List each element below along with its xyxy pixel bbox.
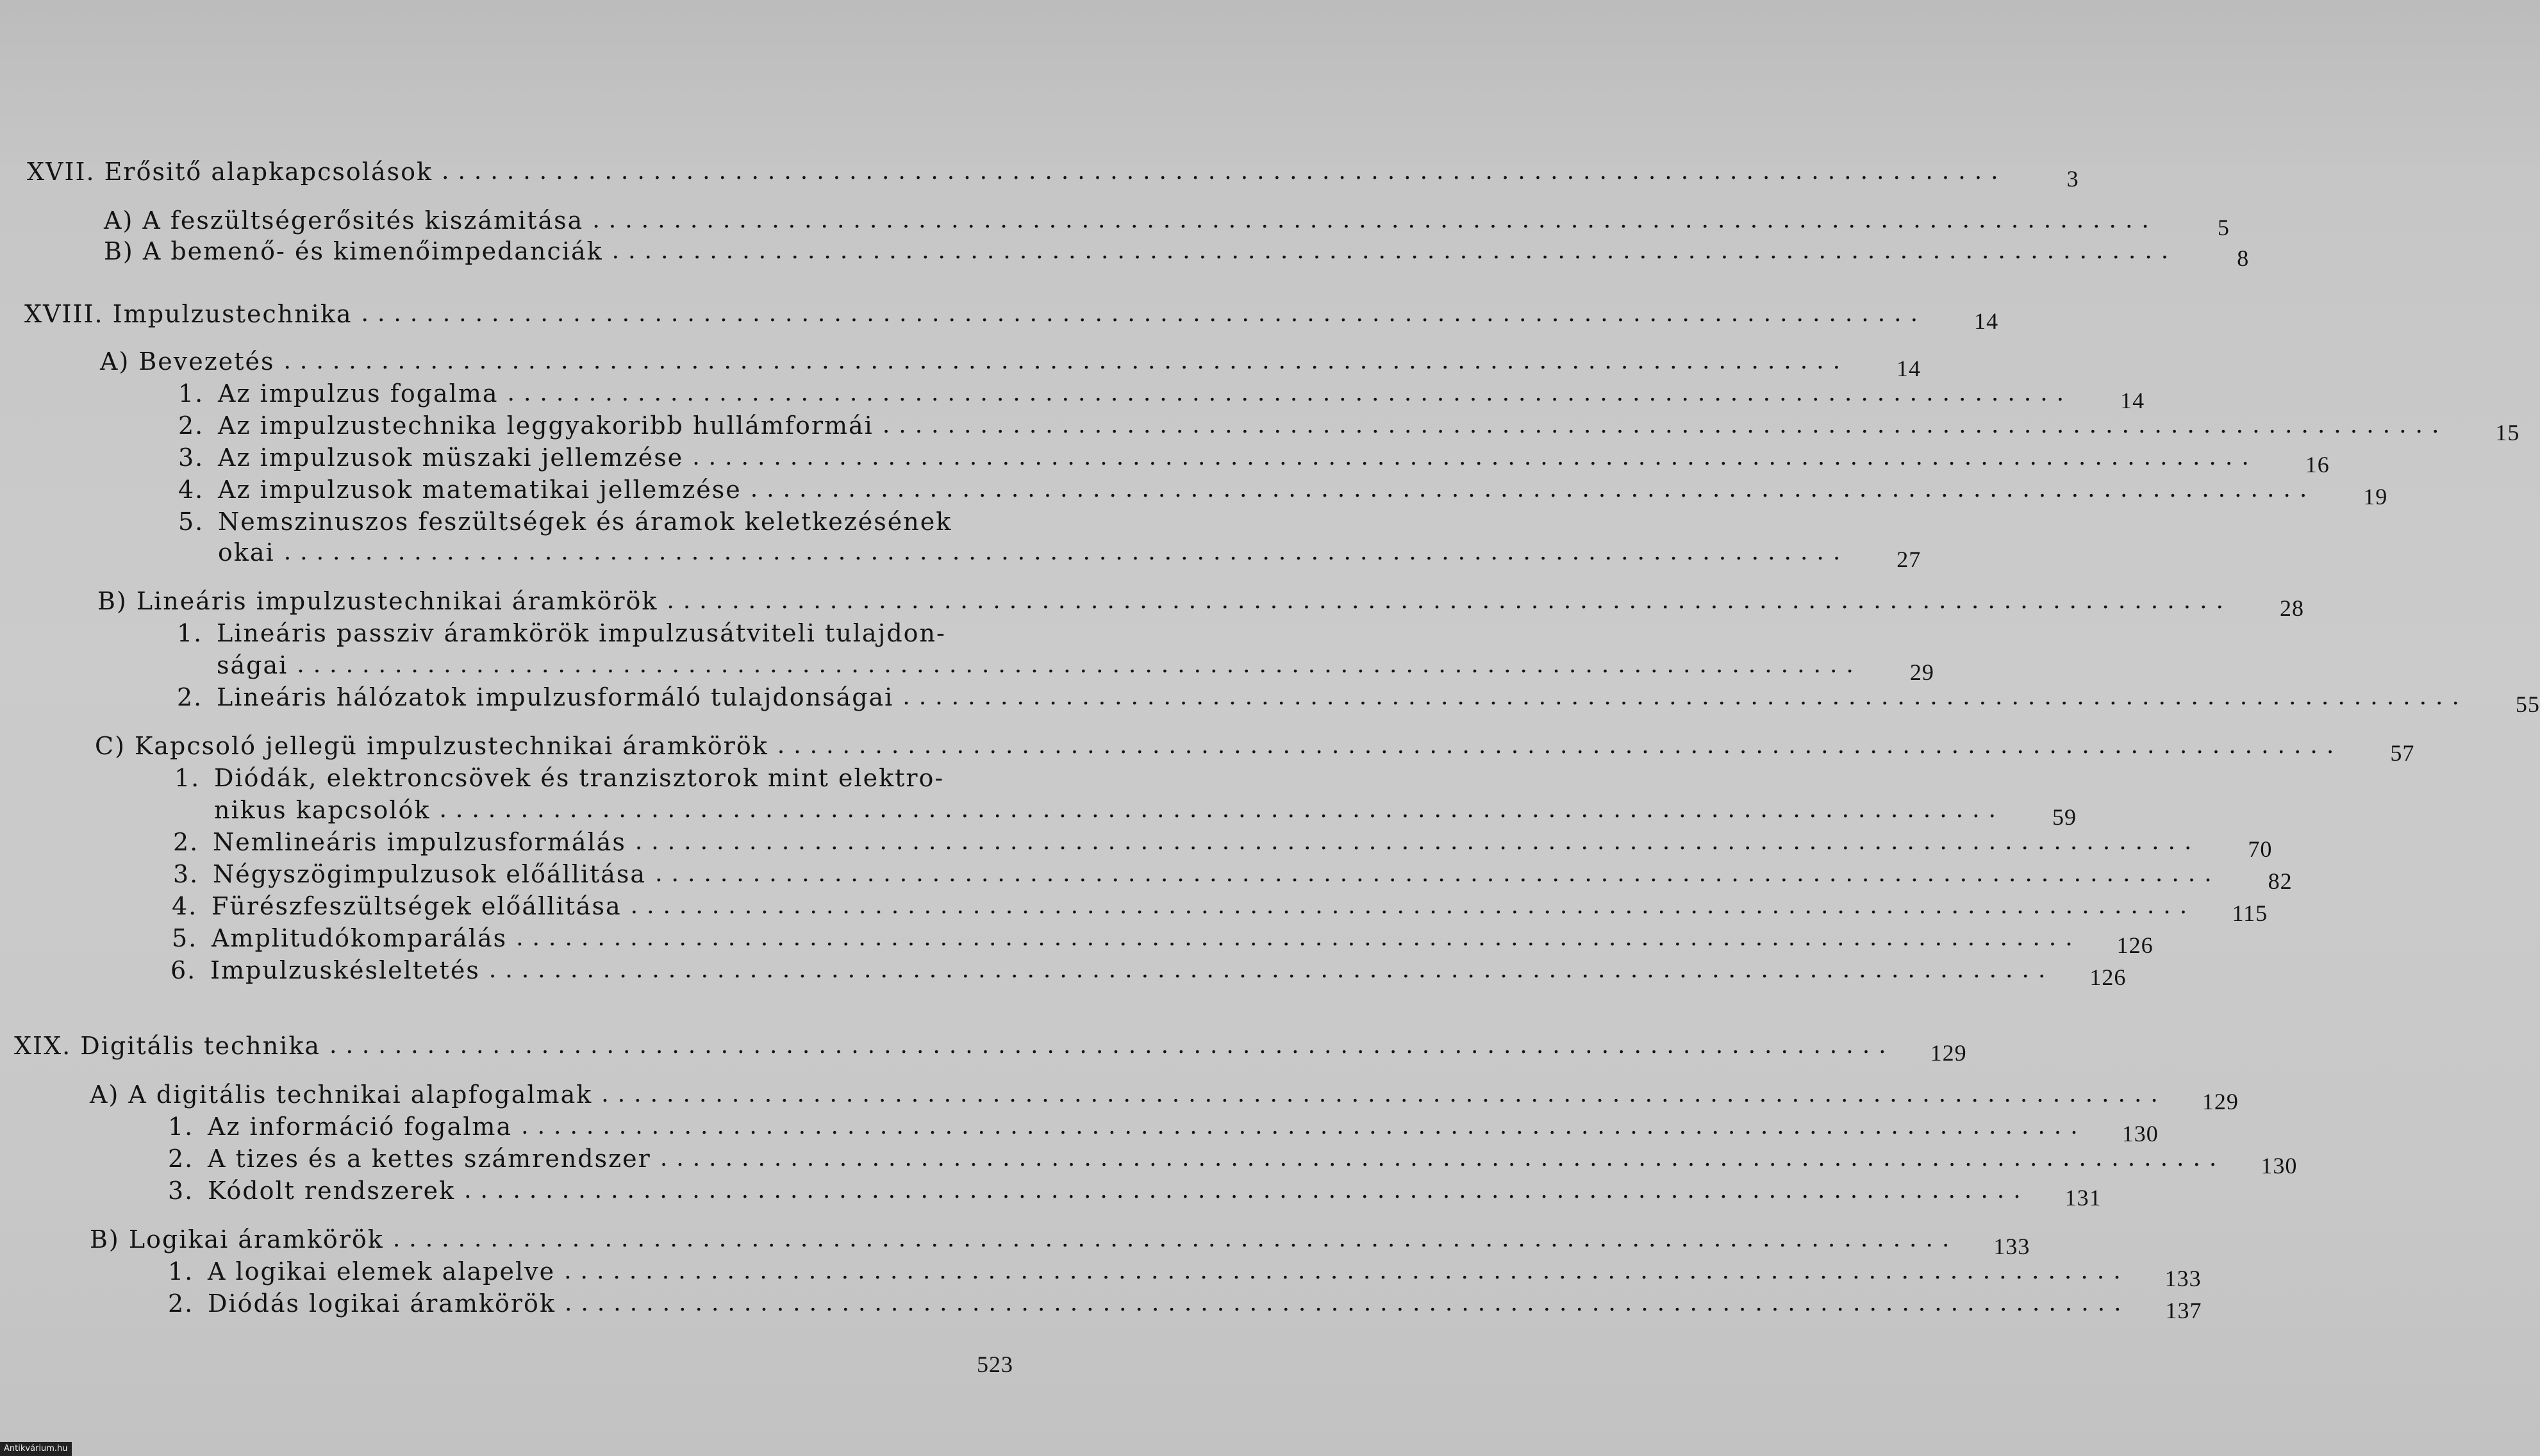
- toc-title: A logikai elemek alapelve: [208, 1257, 556, 1286]
- toc-number: 5.: [172, 924, 198, 952]
- toc-section-18a: [100, 345, 1922, 381]
- toc-item-18b1: [177, 616, 1002, 647]
- toc-page: 59: [2052, 804, 2077, 830]
- toc-title: Az impulzustechnika leggyakoribb hullámformái: [218, 411, 874, 440]
- toc-page: 57: [2390, 740, 2415, 766]
- toc-page: 131: [2064, 1185, 2102, 1211]
- toc-title: Nemlineáris impulzusformálás: [213, 828, 626, 856]
- toc-title: XVII. Erősitő alapkapcsolások: [27, 158, 433, 186]
- toc-item-19b1: [168, 1255, 2202, 1291]
- toc-item-18c2: [173, 825, 2273, 862]
- leader-dots: ................................................................................................: [507, 380, 2073, 406]
- toc-page: 14: [1897, 356, 1922, 381]
- toc-item-19a3: [168, 1174, 2102, 1211]
- toc-number: 6.: [170, 956, 197, 984]
- leader-dots: ................................................................................................: [777, 732, 2343, 759]
- leader-dots: ................................................................................................: [635, 829, 2201, 855]
- toc-page: 129: [2202, 1089, 2239, 1114]
- toc-item-18c5: [172, 922, 2154, 958]
- leader-dots: ................................................................................................: [516, 925, 2082, 951]
- leader-dots: ................................................................................................: [611, 238, 2178, 264]
- toc-title: A tizes és a kettes számrendszer: [208, 1145, 651, 1173]
- toc-chapter-19: [14, 1029, 1967, 1066]
- toc-title: Impulzuskésleltetés: [210, 956, 480, 984]
- toc-item-18a4: [178, 473, 2388, 509]
- leader-dots: ................................................................................................: [902, 684, 2468, 710]
- toc-item-18a1: [178, 377, 2145, 413]
- toc-title: Diódák, elektroncsövek és tranzisztorok mint elektro-: [214, 764, 945, 792]
- toc-title: Az impulzus fogalma: [218, 379, 499, 408]
- toc-item-18a5: [178, 505, 1002, 536]
- leader-dots: ................................................................................................: [592, 207, 2158, 233]
- toc-title: C) Kapcsoló jellegü impulzustechnikai áramkörök: [95, 732, 768, 760]
- toc-item-18a3: [178, 441, 2330, 477]
- leader-dots: ................................................................................................: [692, 444, 2258, 470]
- toc-page: 126: [2116, 932, 2154, 958]
- toc-page: 8: [2237, 245, 2250, 271]
- toc-page: 82: [2268, 868, 2293, 894]
- leader-dots: ................................................................................................: [283, 539, 1850, 565]
- toc-title: A) Bevezetés: [100, 347, 275, 376]
- toc-title: B) A bemenő- és kimenőimpedanciák: [104, 237, 603, 265]
- toc-title: Lineáris hálózatok impulzusformáló tulajdonságai: [217, 683, 894, 711]
- toc-page: 55: [2515, 691, 2540, 717]
- toc-item-19a2: [168, 1142, 2298, 1179]
- toc-title: Amplitudókomparálás: [212, 924, 508, 952]
- toc-number: 3.: [168, 1177, 194, 1205]
- toc-number: 1.: [168, 1257, 194, 1286]
- toc-page: 5: [2217, 215, 2230, 240]
- toc-page: 115: [2232, 900, 2268, 926]
- leader-dots: ................................................................................................: [442, 158, 2007, 185]
- toc-title-cont: nikus kapcsolók: [214, 796, 431, 824]
- leader-dots: ................................................................................................: [329, 1032, 1895, 1059]
- toc-section-18c: [95, 729, 2415, 766]
- leader-dots: ................................................................................................: [630, 893, 2196, 919]
- leader-dots: ................................................................................................: [521, 1113, 2087, 1139]
- toc-chapter-18: [24, 297, 1999, 334]
- toc-number: 1.: [174, 764, 201, 792]
- toc-number: 2.: [178, 411, 204, 440]
- toc-number: 2.: [173, 828, 199, 856]
- toc-title: A) A feszültségerősités kiszámitása: [104, 206, 584, 235]
- toc-page: 14: [2120, 388, 2145, 413]
- leader-dots: ................................................................................................: [297, 652, 1863, 678]
- leader-dots: ................................................................................................: [655, 861, 2221, 887]
- toc-title: Nemszinuszos feszültségek és áramok keletkezésének: [218, 508, 952, 536]
- toc-number: 2.: [168, 1289, 194, 1318]
- toc-section-18b: [97, 584, 2304, 621]
- leader-dots: ................................................................................................: [882, 412, 2448, 438]
- toc-item-18c1: [174, 761, 1002, 792]
- toc-item-18c3: [173, 857, 2293, 894]
- toc-item-19b2: [168, 1287, 2202, 1323]
- toc-number: 3.: [173, 860, 199, 888]
- toc-title: B) Logikai áramkörök: [90, 1225, 384, 1253]
- toc-page: 130: [2261, 1153, 2298, 1179]
- leader-dots: ................................................................................................: [601, 1081, 2167, 1107]
- toc-section-17a: [104, 204, 2230, 240]
- toc-number: 2.: [168, 1145, 194, 1173]
- toc-page: 15: [2495, 420, 2520, 445]
- toc-title-cont: okai: [218, 538, 275, 567]
- leader-dots: ................................................................................................: [750, 476, 2316, 502]
- leader-dots: ................................................................................................: [667, 588, 2232, 614]
- toc-title: B) Lineáris impulzustechnikai áramkörök: [97, 587, 658, 615]
- toc-number: 4.: [178, 476, 204, 504]
- toc-page: 133: [1993, 1234, 2030, 1259]
- toc-item-18c4: [172, 889, 2268, 926]
- toc-page: 137: [2165, 1298, 2202, 1323]
- toc-page: 27: [1897, 547, 1922, 572]
- toc-section-19b: [90, 1223, 2030, 1259]
- toc-item-18a5-cont: [218, 536, 1922, 572]
- toc-title: Diódás logikai áramkörök: [208, 1289, 556, 1318]
- toc-page: 19: [2363, 484, 2388, 509]
- toc-title: Az impulzusok matematikai jellemzése: [218, 476, 742, 504]
- toc-title: Az információ fogalma: [208, 1113, 513, 1141]
- toc-item-18b2: [177, 681, 2540, 717]
- toc-page: 126: [2089, 964, 2127, 990]
- toc-item-18a2: [178, 409, 2520, 445]
- toc-number: 3.: [178, 443, 204, 472]
- toc-title: Fürészfeszültségek előállitása: [212, 892, 622, 920]
- toc-page: 130: [2121, 1121, 2159, 1146]
- toc-number: 4.: [172, 892, 198, 920]
- toc-number: 1.: [168, 1113, 194, 1141]
- leader-dots: ................................................................................................: [439, 797, 2005, 823]
- toc-number: 1.: [177, 619, 203, 647]
- page-number: 523: [977, 1352, 1013, 1377]
- toc-section-17b: [104, 235, 2250, 271]
- toc-title: XIX. Digitális technika: [14, 1032, 321, 1060]
- toc-title: XVIII. Impulzustechnika: [24, 300, 353, 328]
- leader-dots: ................................................................................................: [464, 1177, 2030, 1204]
- leader-dots: ................................................................................................: [564, 1258, 2130, 1284]
- toc-page: 133: [2164, 1266, 2202, 1291]
- toc-item-19a1: [168, 1110, 2159, 1146]
- toc-page: 129: [1930, 1040, 1967, 1066]
- leader-dots: ................................................................................................: [361, 301, 1927, 327]
- toc-item-18c1-cont: [214, 793, 2077, 830]
- leader-dots: ................................................................................................: [392, 1226, 1959, 1252]
- toc-number: 1.: [178, 379, 204, 408]
- leader-dots: ................................................................................................: [488, 957, 2055, 983]
- toc-number: 5.: [178, 508, 204, 536]
- toc-chapter-17: [27, 155, 2079, 192]
- toc-page: 16: [2305, 452, 2330, 477]
- leader-dots: ................................................................................................: [660, 1145, 2226, 1171]
- toc-section-19a: [90, 1078, 2239, 1114]
- toc-title: A) A digitális technikai alapfogalmak: [90, 1080, 593, 1109]
- toc-title: Az impulzusok müszaki jellemzése: [218, 443, 684, 472]
- toc-page: 14: [1974, 308, 1999, 334]
- toc-page: 3: [2066, 166, 2079, 192]
- toc-title: Négyszögimpulzusok előállitása: [213, 860, 647, 888]
- toc-title: Lineáris passziv áramkörök impulzusátviteli tulajdon-: [217, 619, 946, 647]
- toc-title-cont: ságai: [217, 651, 288, 679]
- watermark: Antikvárium.hu: [0, 1442, 72, 1456]
- leader-dots: ................................................................................................: [564, 1290, 2130, 1316]
- toc-item-18b1-cont: [217, 649, 1934, 685]
- toc-page: 28: [2279, 595, 2304, 621]
- leader-dots: ................................................................................................: [283, 348, 1850, 374]
- toc-item-18c6: [170, 954, 2127, 990]
- toc-number: 2.: [177, 683, 203, 711]
- toc-page: 29: [1909, 659, 1934, 685]
- toc-page: 70: [2248, 836, 2273, 862]
- toc-title: Kódolt rendszerek: [208, 1177, 456, 1205]
